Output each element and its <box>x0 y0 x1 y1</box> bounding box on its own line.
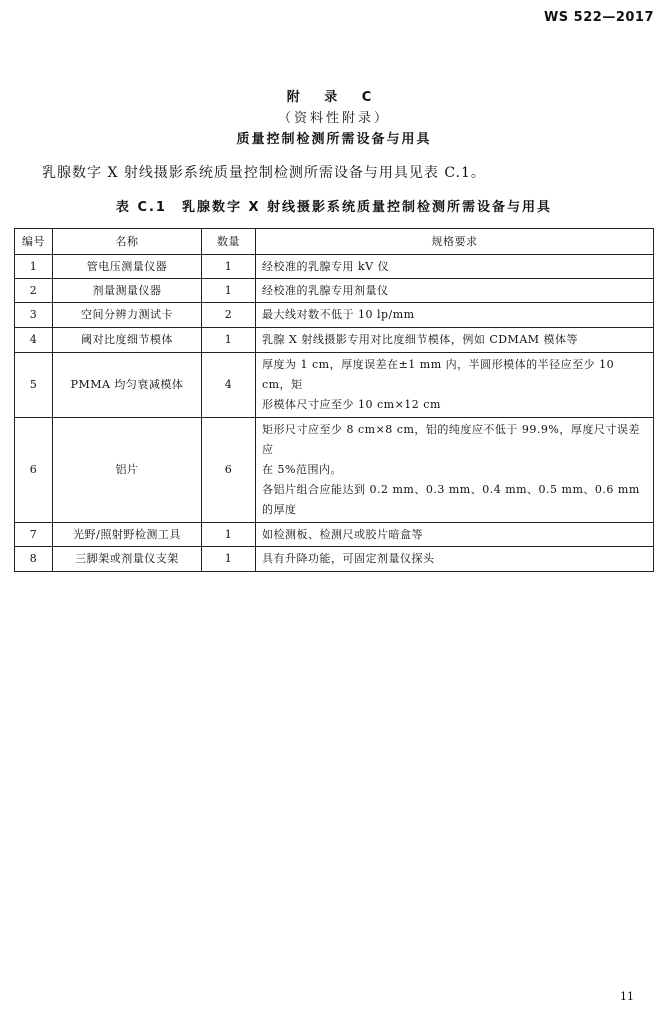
cell-name: 管电压测量仪器 <box>53 255 202 279</box>
spec-line: 矩形尺寸应至少 8 cm×8 cm，铝的纯度应不低于 99.9%，厚度尺寸误差应 <box>262 423 640 456</box>
cell-number: 8 <box>15 547 53 572</box>
appendix-title: 质量控制检测所需设备与用具 <box>236 132 432 147</box>
table-header-row <box>15 229 654 255</box>
header-spec: 规格要求 <box>256 229 654 255</box>
cell-spec <box>256 353 654 418</box>
cell-spec <box>256 255 654 279</box>
spec-line: 经校准的乳腺专用 kV 仪 <box>262 259 390 273</box>
cell-quantity: 1 <box>202 328 256 353</box>
cell-name: 剂量测量仪器 <box>53 279 202 303</box>
cell-name: PMMA 均匀衰减模体 <box>53 353 202 418</box>
cell-quantity: 4 <box>202 353 256 418</box>
table-row <box>15 523 654 547</box>
cell-name: 阈对比度细节模体 <box>53 328 202 353</box>
table-row <box>15 255 654 279</box>
spec-line: 具有升降功能，可固定剂量仪探头 <box>262 552 435 565</box>
cell-number: 1 <box>15 255 53 279</box>
spec-line: 在 5%范围内。 <box>262 463 342 476</box>
cell-spec <box>256 279 654 303</box>
spec-line: 最大线对数不低于 10 lp/mm <box>262 308 415 321</box>
equipment-table <box>14 228 654 572</box>
cell-spec <box>256 328 654 353</box>
standard-id: WS 522—2017 <box>543 10 654 25</box>
cell-number: 4 <box>15 328 53 353</box>
cell-name: 光野/照射野检测工具 <box>53 523 202 547</box>
header-number: 编号 <box>15 229 53 255</box>
spec-line: 经校准的乳腺专用剂量仪 <box>262 283 389 297</box>
table-caption: 表 C.1 乳腺数字 X 射线摄影系统质量控制检测所需设备与用具 <box>115 200 553 215</box>
appendix-label: 附 录 C <box>286 90 382 105</box>
cell-quantity: 1 <box>202 547 256 572</box>
cell-quantity: 6 <box>202 418 256 523</box>
cell-number: 6 <box>15 418 53 523</box>
spec-line: 乳腺 X 射线摄影专用对比度细节模体，例如 CDMAM 模体等 <box>262 333 579 346</box>
cell-name: 三脚架或剂量仪支架 <box>53 547 202 572</box>
table-row <box>15 547 654 572</box>
spec-line: 厚度为 1 cm，厚度误差在±1 mm 内，半圆形模体的半径应至少 10 cm，矩 <box>262 358 615 391</box>
appendix-type: （资料性附录） <box>277 111 390 126</box>
cell-quantity: 1 <box>202 279 256 303</box>
table-row <box>15 279 654 303</box>
spec-line: 各铝片组合应能达到 0.2 mm、0.3 mm、0.4 mm、0.5 mm、0.6 mm 的厚度 <box>262 483 640 516</box>
spec-line: 如检测板、检测尺或胶片暗盒等 <box>262 527 423 541</box>
cell-spec <box>256 547 654 572</box>
cell-spec <box>256 418 654 523</box>
intro-paragraph: 乳腺数字 X 射线摄影系统质量控制检测所需设备与用具见表 C.1。 <box>42 165 486 181</box>
table-row <box>15 328 654 353</box>
header-quantity: 数量 <box>202 229 256 255</box>
cell-quantity: 2 <box>202 303 256 328</box>
cell-number: 7 <box>15 523 53 547</box>
spec-line: 形模体尺寸应至少 10 cm×12 cm <box>262 398 441 411</box>
cell-name: 空间分辨力测试卡 <box>53 303 202 328</box>
cell-number: 3 <box>15 303 53 328</box>
cell-number: 2 <box>15 279 53 303</box>
cell-spec <box>256 523 654 547</box>
cell-spec <box>256 303 654 328</box>
cell-quantity: 1 <box>202 255 256 279</box>
table-row <box>15 353 654 418</box>
table-row <box>15 303 654 328</box>
cell-quantity: 1 <box>202 523 256 547</box>
cell-name: 铝片 <box>53 418 202 523</box>
header-name: 名称 <box>53 229 202 255</box>
table-row <box>15 418 654 523</box>
page-number: 11 <box>620 990 634 1003</box>
cell-number: 5 <box>15 353 53 418</box>
